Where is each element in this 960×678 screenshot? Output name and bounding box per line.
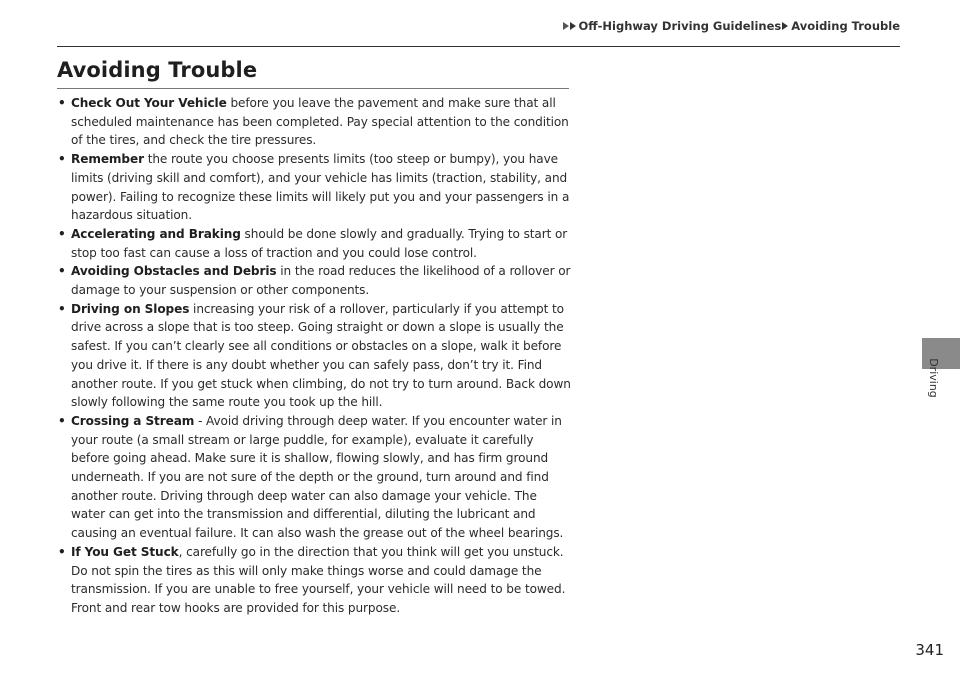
- bullet-icon: •: [58, 96, 66, 110]
- bullet-icon: •: [58, 226, 66, 241]
- item-term: Driving on Slopes: [71, 301, 190, 316]
- item-text: before you leave the pavement and make sure that all scheduled maintenance has been completed. Pay special attention to the condition of the tires, and check the tire pressures.: [71, 96, 569, 148]
- breadcrumb-section[interactable]: Off-Highway Driving Guidelines: [578, 19, 782, 33]
- list-item: [57, 150, 572, 225]
- item-term: Remember: [71, 152, 144, 167]
- list-item: [57, 94, 572, 150]
- guideline-list: [57, 94, 572, 618]
- item-term: Avoiding Obstacles and Debris: [71, 264, 277, 279]
- item-text: - Avoid driving through deep water. If you encounter water in your route (a small stream or large puddle, for example), evaluate it carefully before going ahead. Make sure it is shallow, flowing slowly, and has firm ground underneath. If you are not sure of the depth or the ground, turn around and find another route. Driving through deep water can also damage your vehicle. The water can get into the transmission and differential, diluting the lubricant and causing an eventual failure. It can also wash the grease out of the wheel bearings.: [71, 413, 564, 541]
- list-item: [57, 300, 572, 412]
- item-text: in the road reduces the likelihood of a rollover or damage to your suspension or other components.: [71, 264, 571, 298]
- breadcrumb-arrow-icon: [563, 22, 577, 30]
- breadcrumb: [563, 19, 900, 33]
- list-item: [57, 412, 572, 543]
- item-term: Crossing a Stream: [71, 413, 195, 428]
- bullet-icon: •: [58, 544, 66, 559]
- list-item: [57, 262, 572, 299]
- item-text: the route you choose presents limits (too steep or bumpy), you have limits (driving skill and comfort), and your vehicle has limits (traction, stability, and power). Failing to recognize these limits will likely put you and your passengers in a hazardous situation.: [71, 152, 570, 223]
- item-text: , carefully go in the direction that you think will get you unstuck. Do not spin the tires as this will only make things worse and could damage the transmission. If you are unable to free yourself, your vehicle will need to be towed. Front and rear tow hooks are provided for this purpose.: [71, 544, 566, 615]
- list-item: [57, 225, 572, 262]
- title-underline: [57, 88, 569, 89]
- item-term: If You Get Stuck: [71, 544, 179, 559]
- chapter-tab-text: Driving: [927, 358, 940, 398]
- item-term: Check Out Your Vehicle: [71, 96, 227, 110]
- bullet-icon: •: [58, 264, 66, 279]
- bullet-icon: •: [58, 301, 66, 316]
- item-text: should be done slowly and gradually. Trying to start or stop too fast can cause a loss of traction and you could lose control.: [71, 226, 568, 260]
- list-item: [57, 543, 572, 618]
- page-number: 341: [915, 641, 944, 659]
- content-body: [57, 94, 572, 618]
- page-title: Avoiding Trouble: [57, 58, 258, 82]
- chapter-tab-label: [925, 358, 955, 430]
- item-term: Accelerating and Braking: [71, 226, 241, 241]
- breadcrumb-separator-icon: [782, 19, 789, 33]
- header-rule: [57, 46, 900, 47]
- breadcrumb-page: Avoiding Trouble: [791, 19, 900, 33]
- bullet-icon: •: [58, 152, 66, 167]
- bullet-icon: •: [58, 413, 66, 428]
- item-text: increasing your risk of a rollover, particularly if you attempt to drive across a slope that is too steep. Going straight or down a slope is usually the safest. If you can’t clearly see all conditions or obstacles on a slope, walk it before you drive it. If there is any doubt whether you can safely pass, don’t try it. Find another route. If you get stuck when climbing, do not try to turn around. Back down slowly following the same route you took up the hill.: [71, 301, 571, 410]
